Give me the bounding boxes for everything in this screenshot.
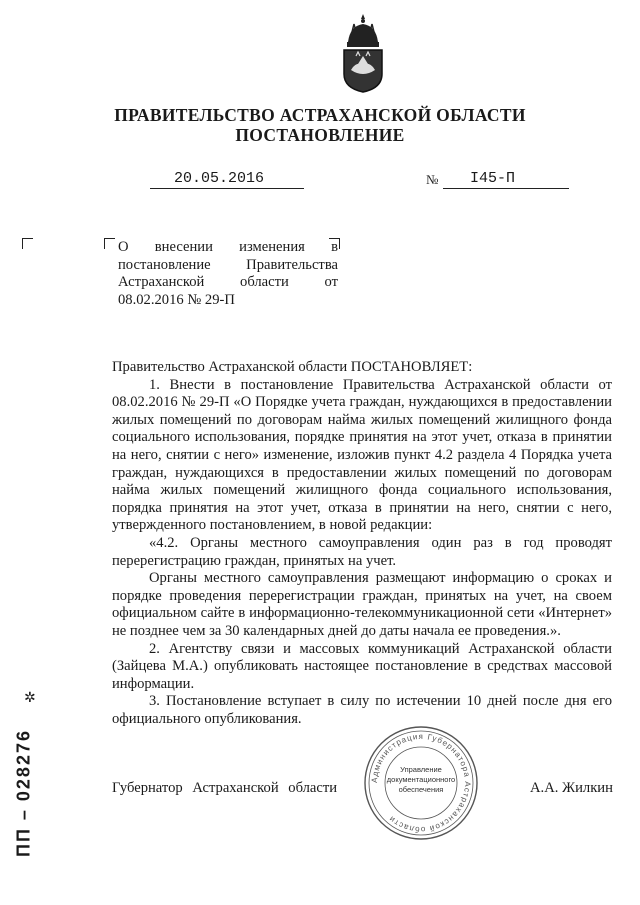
clause-1-quote-b: Органы местного самоуправления размещают информацию о сроках и порядке проведения перерегистрации граждан, принятых на учет, на своем официальном сайте в информационно-телекоммуникационной сети «Интернет» не позднее чем за 30 календарных дней до даты начала ее проведения.». [112, 570, 612, 639]
document-date: 20.05.2016 [174, 170, 265, 187]
body-lead: Правительство Астраханской области ПОСТАНОВЛЯЕТ: [112, 359, 473, 375]
coat-of-arms-emblem [338, 12, 388, 94]
registry-code-text: ПП – 028276 [13, 729, 34, 857]
registry-code [6, 718, 42, 868]
official-seal [362, 724, 480, 842]
signatory-name: А.А. Жилкин [530, 780, 613, 796]
corner-mark-left [22, 238, 33, 249]
document-number: I45-П [470, 170, 516, 187]
margin-mark: ✲ [24, 691, 36, 706]
government-title: ПРАВИТЕЛЬСТВО АСТРАХАНСКОЙ ОБЛАСТИ [114, 105, 526, 125]
clause-1-quote-a: «4.2. Органы местного самоуправления один раз в год проводят перерегистрацию граждан, принятых на учет. [112, 534, 612, 569]
seal-ring-text: Администрация Губернатора Астраханской области [369, 731, 473, 835]
document-body [112, 359, 612, 728]
clause-1: 1. Внести в постановление Правительства Астраханской области от 08.02.2016 № 29-П «О Порядке учета граждан, нуждающихся в предоставлении жилых помещений по договорам найма жилых помещений жилищного фонда социального использования, порядке принятия на этот учет, отказа в принятии на него, снятии с него» изменение, изложив пункт 4.2 раздела 4 Порядка учета граждан, нуждающихся в предоставлении жилых помещений по договорам найма жилых помещений жилищного фонда социального использования, порядка принятия на этот учет, отказа в принятии на него, снятии с него, утвержденного постановлением, в новой редакции: [112, 376, 612, 534]
seal-center-text: Управление документационного обеспечения [386, 765, 456, 794]
signatory-position: Губернатор Астраханской области [112, 780, 338, 796]
clause-3: 3. Постановление вступает в силу по истечении 10 дней после дня его официального опубликования. [112, 693, 612, 727]
date-underline [150, 188, 304, 189]
clause-2: 2. Агентству связи и массовых коммуникаций Астраханской области (Зайцева М.А.) опубликовать настоящее постановление в средствах массовой информации. [112, 640, 612, 692]
document-subject: О внесении изменения в постановление Правительства Астраханской области от 08.02.2016 № 29-П [118, 239, 338, 308]
number-underline [443, 188, 569, 189]
number-label: № [426, 172, 439, 187]
document-type-title: ПОСТАНОВЛЕНИЕ [235, 125, 405, 145]
subject-corner-left [104, 238, 115, 249]
